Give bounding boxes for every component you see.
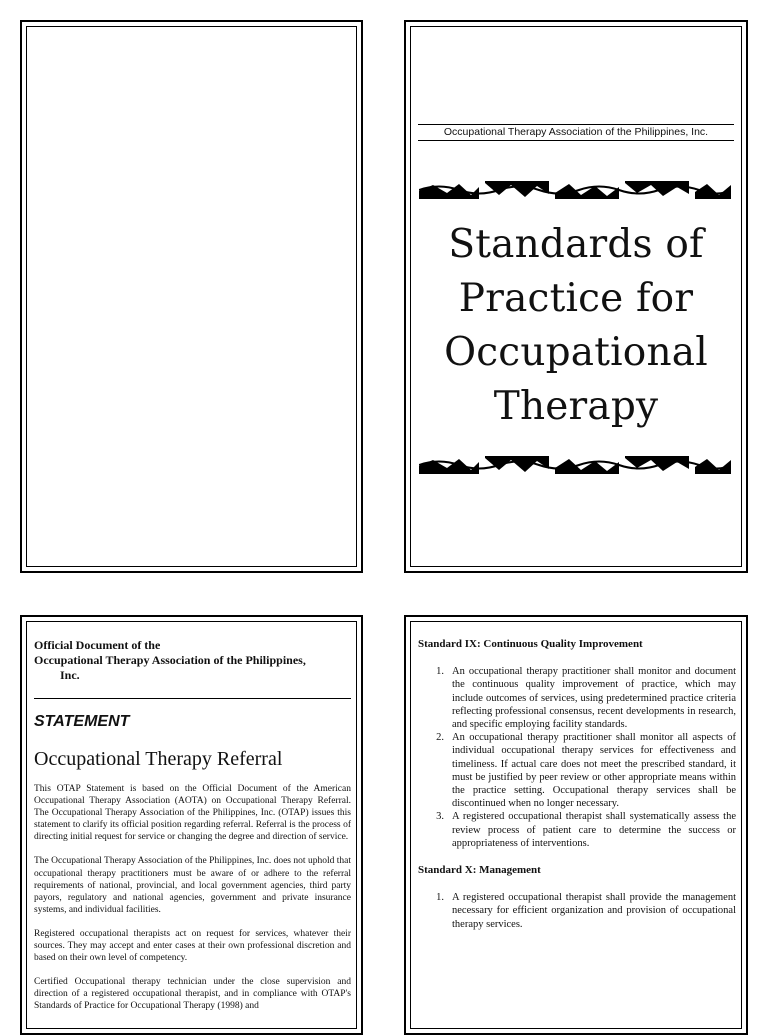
- list-item: [418, 810, 736, 850]
- list-item-text: An occupational therapy practitioner shall monitor all aspects of individual occupational therapy services for effectiveness and timeliness. If actual care does not meet the prescribed standard, it must be justified by peer review or other appropriate means within the practice setting. Occupational therapy services shall be discontinued when no longer necessary.: [452, 732, 736, 810]
- statement-title: Occupational Therapy Referral: [34, 748, 283, 770]
- cover-title-line: Standards of: [448, 222, 704, 267]
- list-item: [418, 665, 736, 731]
- standards-content: [418, 638, 736, 931]
- blank-panel: [20, 20, 363, 573]
- official-line-3: Inc.: [60, 668, 80, 682]
- cover-title-line: Therapy: [493, 384, 659, 429]
- official-line-1: Official Document of the: [34, 638, 161, 652]
- official-line-2: Occupational Therapy Association of the Philippines,: [34, 653, 306, 667]
- list-item-number: 3.: [436, 811, 444, 823]
- list-item: [418, 891, 736, 931]
- statement-paragraph: The Occupational Therapy Association of the Philippines, Inc. does not uphold that occupational therapy practitioners must be aware of or adhere to the referral requirements of national, provincial, and local government agencies, third party payors, regulatory and national agencies, government and private insurance systems, and individual facilities.: [34, 856, 351, 915]
- list-item-text: A registered occupational therapist shall provide the management necessary for efficient organization and provision of occupational therapy services.: [452, 892, 736, 930]
- statement-paragraph: Certified Occupational therapy technician under the close supervision and direction of a registered occupational therapist, and in compliance with OTAP's Standards of Practice for Occupational Therapy (1998) and: [34, 977, 351, 1012]
- list-item: [418, 731, 736, 810]
- statement-paragraph: Registered occupational therapists act on request for services, whatever their sources. They may accept and enter cases at their own professional discretion and based on their own level of competency.: [34, 928, 351, 964]
- standard-9-list: [418, 665, 736, 850]
- standard-10-heading: Standard X: Management: [418, 864, 541, 877]
- cover-title: [412, 218, 740, 434]
- cover-title-line: Practice for: [458, 276, 694, 321]
- list-item-text: An occupational therapy practitioner shall monitor and document the continuous quality improvement of practice, which may include outcomes of services, using predetermined practice criteria reflecting professional consensus, recent developments in research, and specific employing facility standards.: [452, 666, 736, 731]
- divider: [34, 698, 351, 699]
- statement-paragraph: This OTAP Statement is based on the Official Document of the American Occupational Therapy Association (AOTA) on Occupational Therapy Referral. The Occupational Therapy Association of the Philippines, Inc. (OTAP) issues this statement to clarify its official position regarding referral. Referral is the process of directing initial request for service or changing the degree and direction of service.: [34, 784, 351, 843]
- statement-body: [34, 783, 351, 1025]
- cover-title-line: Occupational: [444, 330, 708, 375]
- standard-9-heading: Standard IX: Continuous Quality Improvement: [418, 638, 643, 650]
- statement-label: STATEMENT: [34, 713, 130, 730]
- cover-org-name: Occupational Therapy Association of the Philippines, Inc.: [418, 124, 734, 141]
- list-item-text: A registered occupational therapist shall systematically assess the review process of patient care to determine the success or appropriateness of interventions.: [452, 811, 736, 849]
- official-document-heading: [34, 638, 354, 683]
- decorative-border-bottom: [419, 456, 731, 474]
- decorative-border-top: [419, 181, 731, 199]
- list-item-number: 1.: [436, 666, 444, 678]
- standard-10-list: [418, 891, 736, 931]
- list-item-number: 1.: [436, 892, 444, 904]
- list-item-number: 2.: [436, 732, 444, 744]
